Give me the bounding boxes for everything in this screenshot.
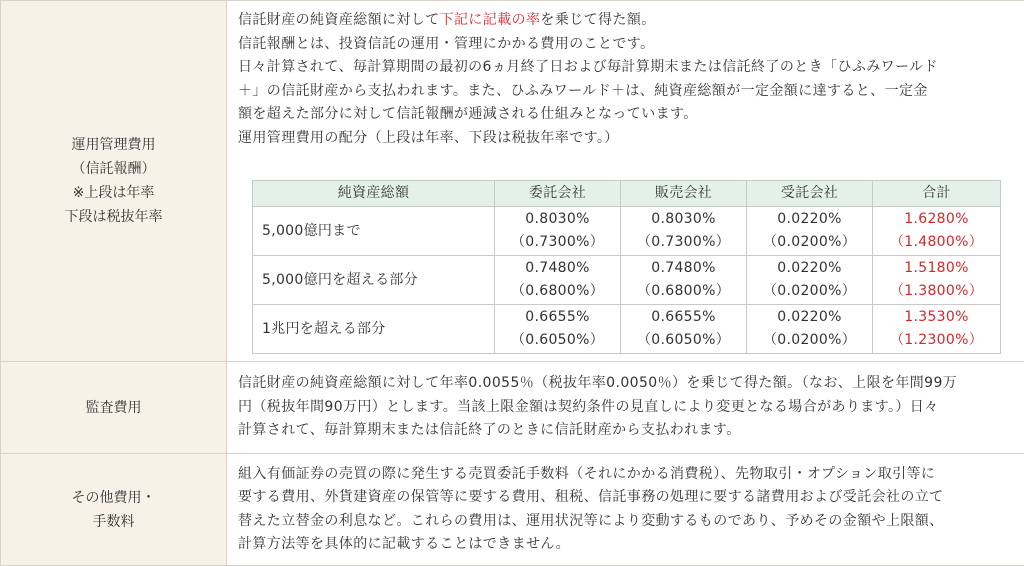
column-header: 合計 bbox=[873, 181, 1001, 207]
tier-label: 5,000億円まで bbox=[253, 207, 495, 256]
itaku-rate bbox=[495, 305, 621, 354]
total-rate bbox=[873, 305, 1001, 354]
label-line: 下段は税抜年率 bbox=[2, 205, 225, 229]
audit-fee-row bbox=[1, 362, 1024, 454]
hanbai-rate bbox=[621, 207, 747, 256]
rate-annual: 1.6280% bbox=[874, 208, 999, 231]
audit-fee-label: 監査費用 bbox=[1, 362, 227, 454]
body-line: 組入有価証券の売買の際に発生する売買委託手数料（それにかかる消費税）、先物取引・オプション取引等に bbox=[238, 463, 1014, 487]
total-rate bbox=[873, 256, 1001, 305]
tier-label: 1兆円を超える部分 bbox=[253, 305, 495, 354]
rate-annual: 1.3530% bbox=[874, 306, 999, 329]
rate-pretax: （0.6800%） bbox=[622, 280, 745, 303]
rate-annual: 0.0220% bbox=[748, 306, 871, 329]
rate-pretax: （0.6050%） bbox=[622, 329, 745, 352]
itaku-rate bbox=[495, 256, 621, 305]
rate-pretax: （0.6050%） bbox=[496, 329, 619, 352]
rate-pretax: （0.7300%） bbox=[622, 231, 745, 254]
body-line: 運用管理費用の配分（上段は年率、下段は税抜年率です。） bbox=[238, 127, 1014, 151]
rate-annual: 0.8030% bbox=[622, 208, 745, 231]
rate-pretax: （1.2300%） bbox=[874, 329, 999, 352]
jutaku-rate bbox=[747, 305, 873, 354]
table-row bbox=[253, 305, 1001, 354]
fee-allocation-table bbox=[252, 180, 1001, 354]
body-line: 信託報酬とは、投資信託の運用・管理にかかる費用のことです。 bbox=[238, 33, 1014, 57]
table-row bbox=[253, 256, 1001, 305]
management-fee-label bbox=[1, 1, 227, 362]
rate-annual: 0.0220% bbox=[748, 257, 871, 280]
tier-label: 5,000億円を超える部分 bbox=[253, 256, 495, 305]
body-line: 計算方法等を具体的に記載することはできません。 bbox=[238, 533, 1014, 557]
body-line: 額を超えた部分に対して信託報酬が逓減される仕組みとなっています。 bbox=[238, 103, 1014, 127]
label-line: その他費用・ bbox=[2, 486, 225, 510]
rate-pretax: （1.3800%） bbox=[874, 280, 999, 303]
rate-annual: 0.6655% bbox=[622, 306, 745, 329]
rate-pretax: （0.0200%） bbox=[748, 280, 871, 303]
rate-pretax: （0.0200%） bbox=[748, 231, 871, 254]
column-header: 委託会社 bbox=[495, 181, 621, 207]
hanbai-rate bbox=[621, 305, 747, 354]
body-line: 替えた立替金の利息など。これらの費用は、運用状況等により変動するものであり、予めその金額や上限額、 bbox=[238, 510, 1014, 534]
itaku-rate bbox=[495, 207, 621, 256]
label-line: 手数料 bbox=[2, 510, 225, 534]
body-line: 計算されて、毎計算期末または信託終了のときに信託財産から支払われます。 bbox=[238, 419, 1014, 443]
column-header: 受託会社 bbox=[747, 181, 873, 207]
management-fee-content bbox=[227, 1, 1024, 362]
intro-highlight: 下記に記載の率 bbox=[440, 12, 541, 28]
fee-intro bbox=[238, 9, 1014, 33]
column-header: 純資産総額 bbox=[253, 181, 495, 207]
other-fees-label bbox=[1, 454, 227, 566]
intro-text: 信託財産の純資産総額に対して bbox=[238, 12, 440, 28]
fee-table-header-row bbox=[253, 181, 1001, 207]
body-line: 要する費用、外貨建資産の保管等に要する費用、租税、信託事務の処理に要する諸費用および受託会社の立て bbox=[238, 486, 1014, 510]
label-line: 運用管理費用 bbox=[2, 133, 225, 157]
other-fees-content bbox=[227, 454, 1024, 566]
rate-annual: 1.5180% bbox=[874, 257, 999, 280]
rate-annual: 0.8030% bbox=[496, 208, 619, 231]
rate-annual: 0.7480% bbox=[496, 257, 619, 280]
rate-pretax: （1.4800%） bbox=[874, 231, 999, 254]
total-rate bbox=[873, 207, 1001, 256]
intro-text-end: を乗じて得た額。 bbox=[540, 12, 655, 28]
label-line: （信託報酬） bbox=[2, 157, 225, 181]
jutaku-rate bbox=[747, 256, 873, 305]
table-row bbox=[253, 207, 1001, 256]
rate-annual: 0.7480% bbox=[622, 257, 745, 280]
hanbai-rate bbox=[621, 256, 747, 305]
rate-pretax: （0.6800%） bbox=[496, 280, 619, 303]
column-header: 販売会社 bbox=[621, 181, 747, 207]
body-line: ＋」の信託財産から支払われます。また、ひふみワールド＋は、純資産総額が一定金額に達すると、一定金 bbox=[238, 80, 1014, 104]
body-line: 信託財産の純資産総額に対して年率0.0055％（税抜年率0.0050％）を乗じて得た額。（なお、上限を年間99万 bbox=[238, 372, 1014, 396]
jutaku-rate bbox=[747, 207, 873, 256]
rate-pretax: （0.7300%） bbox=[496, 231, 619, 254]
body-line: 日々計算されて、毎計算期間の最初の6ヵ月終了日および毎計算期末または信託終了のとき「ひふみワールド bbox=[238, 56, 1014, 80]
body-line: 円（税抜年間90万円）とします。当該上限金額は契約条件の見直しにより変更となる場合があります。）日々 bbox=[238, 396, 1014, 420]
other-fees-row bbox=[1, 454, 1024, 566]
rate-annual: 0.0220% bbox=[748, 208, 871, 231]
rate-annual: 0.6655% bbox=[496, 306, 619, 329]
label-line: ※上段は年率 bbox=[2, 181, 225, 205]
audit-fee-content bbox=[227, 362, 1024, 454]
management-fee-row bbox=[1, 1, 1024, 362]
rate-pretax: （0.0200%） bbox=[748, 329, 871, 352]
